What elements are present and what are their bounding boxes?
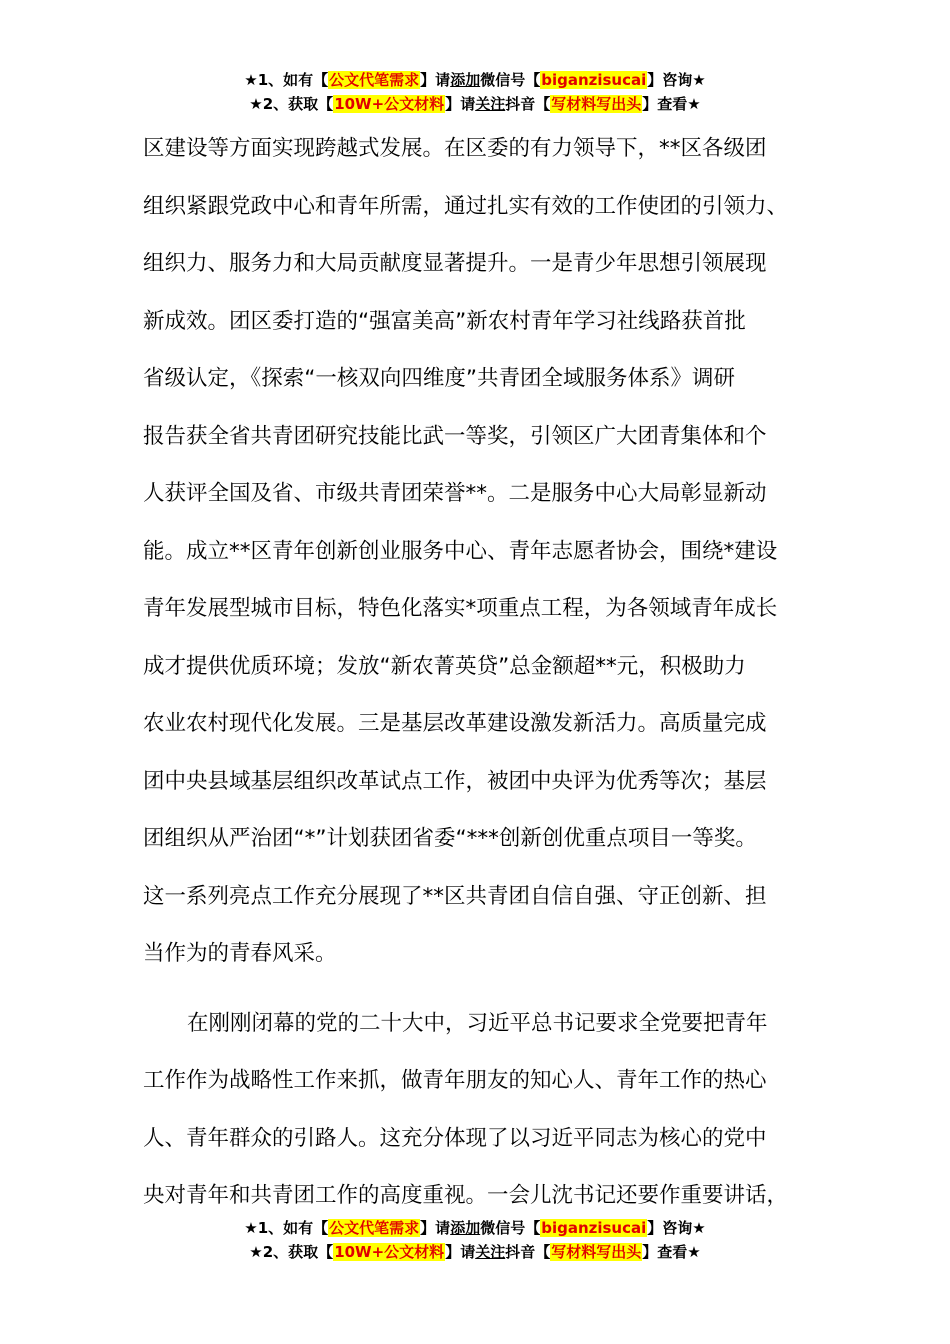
text-line: 省级认定，《探索“一核双向四维度”共青团全域服务体系》调研	[143, 366, 736, 391]
banner-text: 抖音【	[505, 95, 551, 113]
text-line: 能。成立**区青年创新创业服务中心、青年志愿者协会，围绕*建设	[143, 538, 778, 564]
document-body	[143, 120, 823, 1225]
paragraph-spacer	[143, 983, 823, 995]
text-line: 央对青年和共青团工作的高度重视。一会儿沈书记还要作重要讲话，	[143, 1183, 789, 1208]
text-line: 团组织从严治团“*”计划获团省委“***创新创优重点项目一等奖。	[143, 826, 757, 851]
banner-underline: 添加	[450, 71, 481, 89]
banner-text: 抖音【	[505, 1243, 551, 1261]
banner-underline: 添加	[450, 1219, 481, 1237]
banner-text: 微信号【	[480, 1219, 541, 1237]
banner-highlight: 10W+公文材料	[334, 95, 445, 113]
paragraph-1	[143, 120, 823, 983]
banner-text: ★1、如有【	[244, 1219, 329, 1237]
banner-text: 】请	[420, 1219, 451, 1237]
text-line: 人获评全国及省、市级共青团荣誉**。二是服务中心大局彰显新动	[143, 481, 767, 506]
text-line: 区建设等方面实现跨越式发展。在区委的有力领导下，**区各级团	[143, 136, 767, 161]
text-line: 青年发展型城市目标，特色化落实*项重点工程，为各领域青年成长	[143, 596, 778, 621]
banner-highlight-douyin: 写材料写出头	[551, 95, 642, 113]
text-line: 成才提供优质环境；发放“新农菁英贷”总金额超**元，积极助力	[143, 653, 746, 679]
banner-underline: 关注	[475, 1243, 506, 1261]
banner-text: 微信号【	[480, 71, 541, 89]
banner-text: ★2、获取【	[249, 1243, 334, 1261]
text-line: 新成效。团区委打造的“强富美高”新农村青年学习社线路获首批	[143, 308, 746, 334]
banner-text: ★2、获取【	[249, 95, 334, 113]
banner-text: 】请	[445, 1243, 476, 1261]
text-line: 当作为的青春风采。	[143, 941, 337, 966]
banner-text: 】查看★	[642, 1243, 701, 1261]
banner-highlight-wechat-id: biganzisucai	[541, 1219, 647, 1237]
text-line: 报告获全省共青团研究技能比武一等奖，引领区广大团青集体和个	[143, 423, 767, 449]
text-line: 工作作为战略性工作来抓，做青年朋友的知心人、青年工作的热心	[143, 1068, 767, 1093]
header-banner-line-1	[0, 68, 950, 92]
banner-highlight: 10W+公文材料	[334, 1243, 445, 1261]
banner-text: ★1、如有【	[244, 71, 329, 89]
paragraph-2	[143, 995, 823, 1225]
header-banner-line-2	[0, 92, 950, 116]
banner-highlight: 公文代笔需求	[329, 71, 420, 89]
text-line: 团中央县域基层组织改革试点工作，被团中央评为优秀等次；基层	[143, 768, 767, 794]
banner-highlight-wechat-id: biganzisucai	[541, 71, 647, 89]
text-line: 人、青年群众的引路人。这充分体现了以习近平同志为核心的党中	[143, 1125, 767, 1151]
text-line: 组织紧跟党政中心和青年所需，通过扎实有效的工作使团的引领力、	[143, 193, 789, 219]
banner-text: 】咨询★	[647, 1219, 706, 1237]
text-line: 农业农村现代化发展。三是基层改革建设激发新活力。高质量完成	[143, 711, 767, 736]
banner-text: 】请	[420, 71, 451, 89]
banner-text: 】咨询★	[647, 71, 706, 89]
footer-banner-line-1	[0, 1216, 950, 1240]
banner-text: 】请	[445, 95, 476, 113]
footer-banner	[0, 1216, 950, 1264]
footer-banner-line-2	[0, 1240, 950, 1264]
banner-highlight: 公文代笔需求	[329, 1219, 420, 1237]
banner-highlight-douyin: 写材料写出头	[551, 1243, 642, 1261]
text-line: 这一系列亮点工作充分展现了**区共青团自信自强、守正创新、担	[143, 883, 767, 909]
text-line: 在刚刚闭幕的党的二十大中，习近平总书记要求全党要把青年	[187, 1010, 768, 1036]
banner-text: 】查看★	[642, 95, 701, 113]
header-banner	[0, 68, 950, 116]
text-line: 组织力、服务力和大局贡献度显著提升。一是青少年思想引领展现	[143, 251, 767, 276]
banner-underline: 关注	[475, 95, 506, 113]
